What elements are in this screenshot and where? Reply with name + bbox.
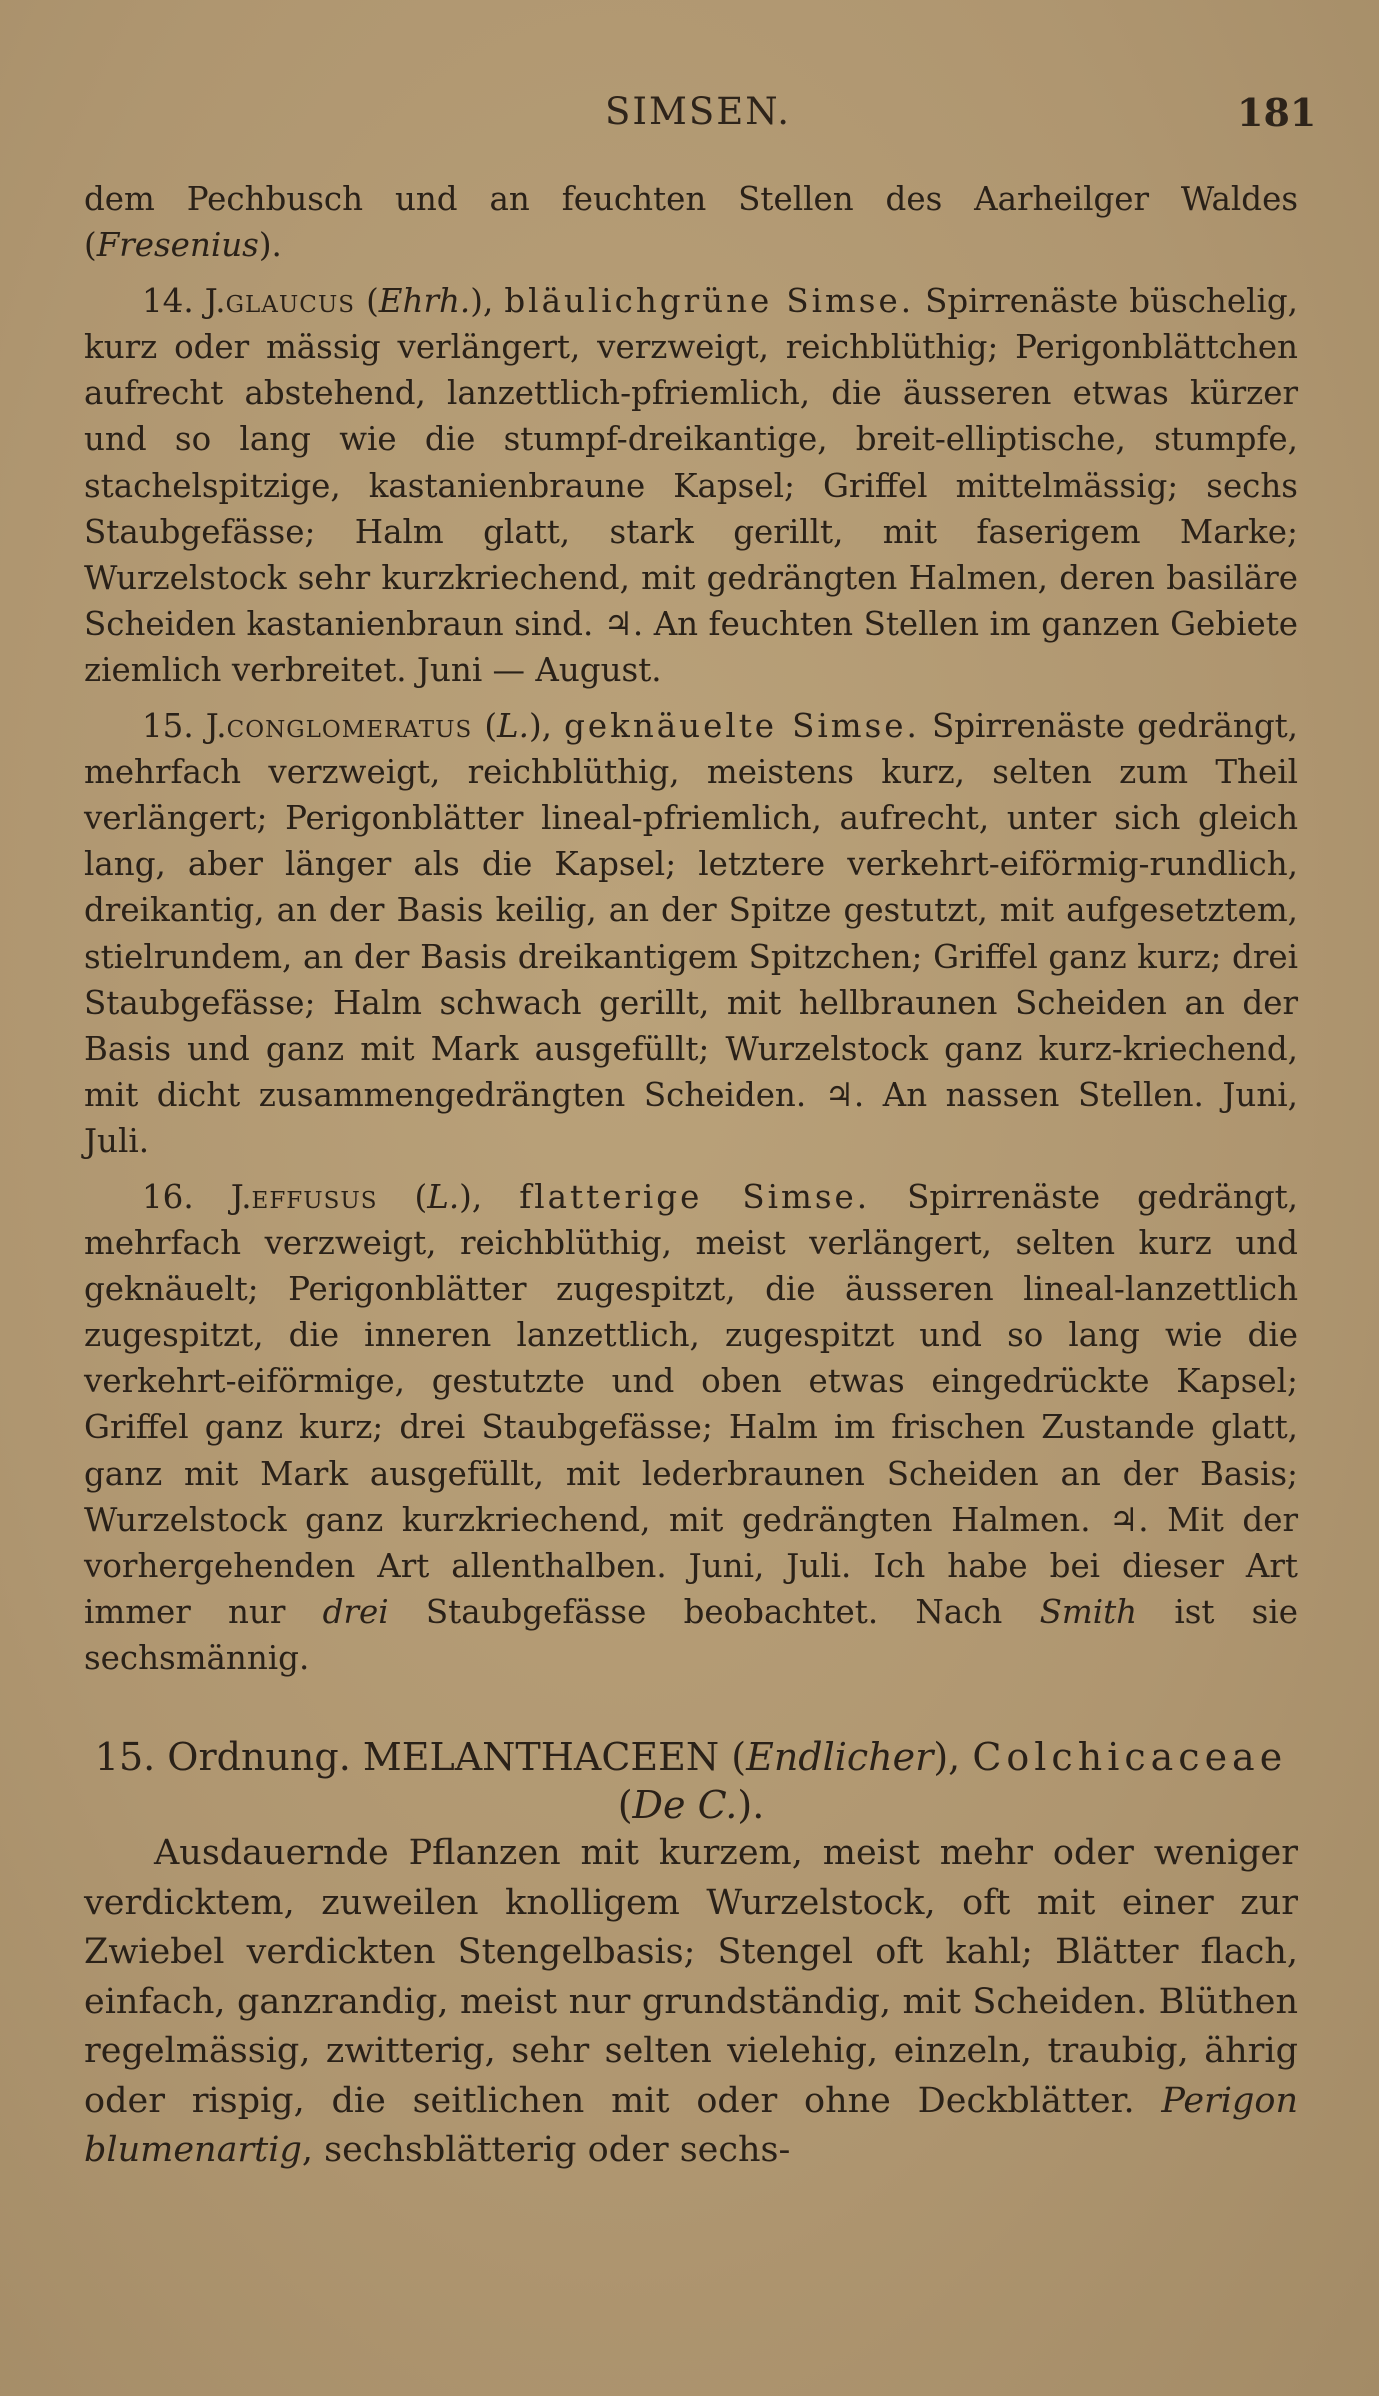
species-authority: Ehrh. <box>378 282 471 321</box>
authority-close: ), <box>459 1177 520 1216</box>
species-description-end: ist sie sechsmännig. <box>84 1592 1298 1677</box>
authority-open: ( <box>472 707 498 746</box>
order-mid: ), <box>933 1735 973 1779</box>
species-entry-conglomeratus <box>84 703 1298 1164</box>
continuation-paragraph <box>84 176 1298 268</box>
species-description: Spirrenäste gedrängt, mehrfach verzweigt, reichblüthig, meistens kurz, selten zum Theil verlängert; Perigonblätter lineal-pfriemlich, aufrecht, unter sich gleich lang, aber länger als die Kapsel; letztere verkehrt-eiförmig-rundlich, dreikantig, an der Basis keilig, an der Spitze gestutzt, mit aufgesetztem, stielrundem, an der Basis dreikantigem Spitzchen; Griffel ganz kurz; drei Staubgefässe; Halm schwach gerillt, mit hellbraunen Scheiden an der Basis und ganz mit Mark ausgefüllt; Wurzelstock ganz kurz-kriechend, mit dicht zusammengedrängten Scheiden. ♃. An nassen Stellen. Juni, Juli. <box>84 707 1299 1160</box>
species-description: Spirrenäste büschelig, kurz oder mässig verlängert, verzweigt, reichblüthig; Perigonblättchen aufrecht abstehend, lanzettlich-pfriemlich, die äusseren etwas kürzer und so lang wie die stumpf-dreikantige, breit-elliptische, stumpfe, stachelspitzige, kastanienbraune Kapsel; Griffel mittelmässig; sechs Staubgefässe; Halm glatt, stark gerillt, mit faserigem Marke; Wurzelstock sehr kurzkriechend, mit gedrängten Halmen, deren basiläre Scheiden kastanienbraun sind. ♃. An feuchten Stellen im ganzen Gebiete ziemlich verbreitet. Juni — August. <box>84 282 1299 689</box>
running-title: SIMSEN. <box>605 90 791 133</box>
common-name: bläulichgrüne Simse. <box>504 282 915 321</box>
order-synonym: Colchicaceae <box>972 1735 1288 1779</box>
running-head <box>0 90 1379 134</box>
order-description <box>84 1829 1298 2176</box>
order-authority: Endlicher <box>746 1735 934 1779</box>
species-description: Spirrenäste gedrängt, mehrfach verzweigt, reichblüthig, meist verlängert, selten kurz und geknäuelt; Perigonblätter zugespitzt, die äusseren lineal-lanzettlich zugespitzt, die inneren lanzettlich, zugespitzt und so lang wie die verkehrt-eiförmige, gestutzte und oben etwas eingedrückte Kapsel; Griffel ganz kurz; drei Staubgefässe; Halm im frischen Zustande glatt, ganz mit Mark ausgefüllt, mit lederbraunen Scheiden an der Basis; Wurzelstock ganz kurzkriechend, mit gedrängten Halmen. ♃. Mit der vorhergehenden Art allenthalben. Juni, Juli. Ich habe bei dieser Art immer nur <box>84 1177 1299 1631</box>
text-body <box>84 176 1298 2176</box>
species-name: glaucus <box>225 282 356 321</box>
species-entry-glaucus <box>84 278 1298 693</box>
authority-open: ( <box>355 282 379 321</box>
authority-close: ), <box>528 707 565 746</box>
order-heading <box>84 1733 1298 1829</box>
species-description-cont: Staubgefässe beobachtet. Nach <box>388 1592 1040 1631</box>
authority-open: ( <box>377 1177 428 1216</box>
emphasis: drei <box>322 1592 389 1631</box>
common-name: geknäuelte Simse. <box>564 707 920 746</box>
continuation-end: ). <box>258 226 282 265</box>
description-emphasis: Perigon blumenartig <box>84 2080 1298 2170</box>
description-text: Ausdauernde Pflanzen mit kurzem, meist mehr oder weniger verdicktem, zuweilen knolligem Wurzelstock, oft mit einer zur Zwiebel verdickten Stengelbasis; Stengel oft kahl; Blätter flach, einfach, ganzrandig, meist nur grundständig, mit Scheiden. Blüthen regelmässig, zwitterig, sehr selten vielehig, einzeln, traubig, ährig oder rispig, die seitlichen mit oder ohne Deckblätter. <box>84 1833 1298 2121</box>
species-authority: L. <box>427 1177 460 1216</box>
species-name: conglomeratus <box>226 707 473 746</box>
page-number: 181 <box>1237 90 1317 135</box>
continuation-author: Fresenius <box>96 226 259 265</box>
entry-number: 14. J. <box>142 282 226 321</box>
species-entry-effusus <box>84 1174 1298 1681</box>
species-name: effusus <box>251 1177 378 1216</box>
continuation-text: dem Pechbusch und an feuchten Stellen des Aarheilger Waldes ( <box>84 180 1298 265</box>
order-prefix: 15. Ordnung. MELANTHACEEN ( <box>94 1735 747 1779</box>
description-tail: , sechsblätterig oder sechs- <box>301 2130 791 2170</box>
common-name: flatterige Simse. <box>519 1177 871 1216</box>
authority-close: ), <box>470 282 505 321</box>
cited-author: Smith <box>1039 1592 1138 1631</box>
order-close: ). <box>737 1783 765 1827</box>
order-authority-2: De C. <box>632 1783 738 1827</box>
order-open2: ( <box>617 1783 633 1827</box>
entry-number: 15. J. <box>142 707 227 746</box>
species-authority: L. <box>497 707 529 746</box>
entry-number: 16. J. <box>142 1177 252 1216</box>
